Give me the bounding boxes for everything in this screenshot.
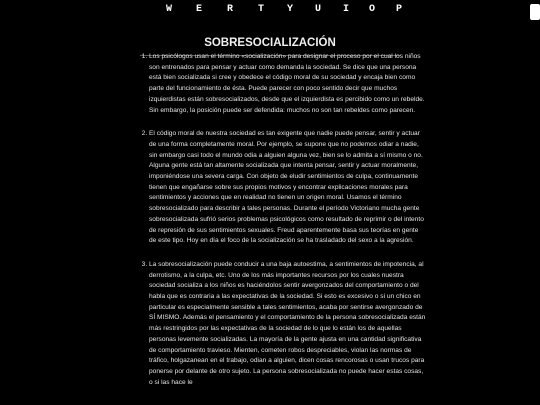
list-item: 2. El código moral de nuestra sociedad es tan exigente que nadie puede pensar, sentir y actuar de una forma completamente moral. Por ejemplo, se supone que no podemos odiar a nadie, sin embargo casi todo el mundo odia a alguien alguna vez, bien se lo admita a sí mismo o no. Alguna gente está tan altamente socializada que intenta pensar, sentir y actuar moralmente, imponiéndose una severa carga. Con objeto de eludir sentimientos de culpa, continuamente tienen que engañarse sobre sus propios motivos y encontrar explicaciones morales para sentimientos y acciones que en realidad no tienen un origen moral. Usamos el término sobresocializado para describir a tales personas. Durante el período Victoriano mucha gente sobresocializada sufrió serios problemas psicológicos como resultado de reprimir o del intento de represión de sus sentimientos sexuales. Freud aparentemente basa sus teorías en gente de este tipo. Hoy en día el foco de la socialización se ha trasladado del sexo a la agresión. (149, 129, 427, 247)
key-t: T (258, 4, 265, 15)
keyboard-edge-key (530, 4, 540, 20)
numbered-point-list (133, 52, 427, 401)
key-y: Y (287, 4, 294, 15)
key-w: W (166, 4, 173, 15)
page-title: SOBRESOCIALIZACIÓN (204, 37, 336, 49)
key-i: I (343, 4, 350, 15)
key-e: E (196, 4, 203, 15)
keyboard-key-row (0, 4, 540, 22)
key-u: U (315, 4, 322, 15)
key-p: P (396, 4, 403, 15)
list-item: 1. Los psicólogos usan el término «socialización» para designar el proceso por el cual los niños son entrenados para pensar y actuar como demanda la sociedad. Se dice que una persona está bien socializada si cree y obedece el código moral de su sociedad y encaja bien como parte del funcionamiento de ésta. Puede parecer con poco sentido decir que muchos izquierdistas están sobresocializados, desde que el izquierdista es percibido como un rebelde. Sin embargo, la posición puede ser defendida: muchos no son tan rebeldes como parecen. (149, 52, 427, 116)
list-item: 3. La sobresocialización puede conducir a una baja autoestima, a sentimientos de impotencia, al derrotismo, a la culpa, etc. Uno de los más importantes recursos por los cuales nuestra sociedad socializa a los niños es haciéndolos sentir avergonzados del comportamiento o del habla que es contraria a las expectativas de la sociedad. Si esto es excesivo o si un chico en particular es especialmente sensible a tales sentimientos, acaba por sentirse avergonzado de SÍ MISMO. Además el pensamiento y el comportamiento de la persona sobresocializada están más restringidos por las expectativas de la sociedad de lo que lo están los de aquellas personas levemente socializadas. La mayoría de la gente ajusta en una cantidad significativa de comportamiento travieso. Mienten, cometen robos despreciables, violan las normas de tráfico, holgazanean en el trabajo, odian a alguien, dicen cosas rencorosas o usan trucos para ponerse por delante de otro sujeto. La persona sobresocializada no puede hacer estas cosas, o si las hace le (149, 260, 427, 388)
key-r: R (227, 4, 234, 15)
key-o: O (369, 4, 376, 15)
